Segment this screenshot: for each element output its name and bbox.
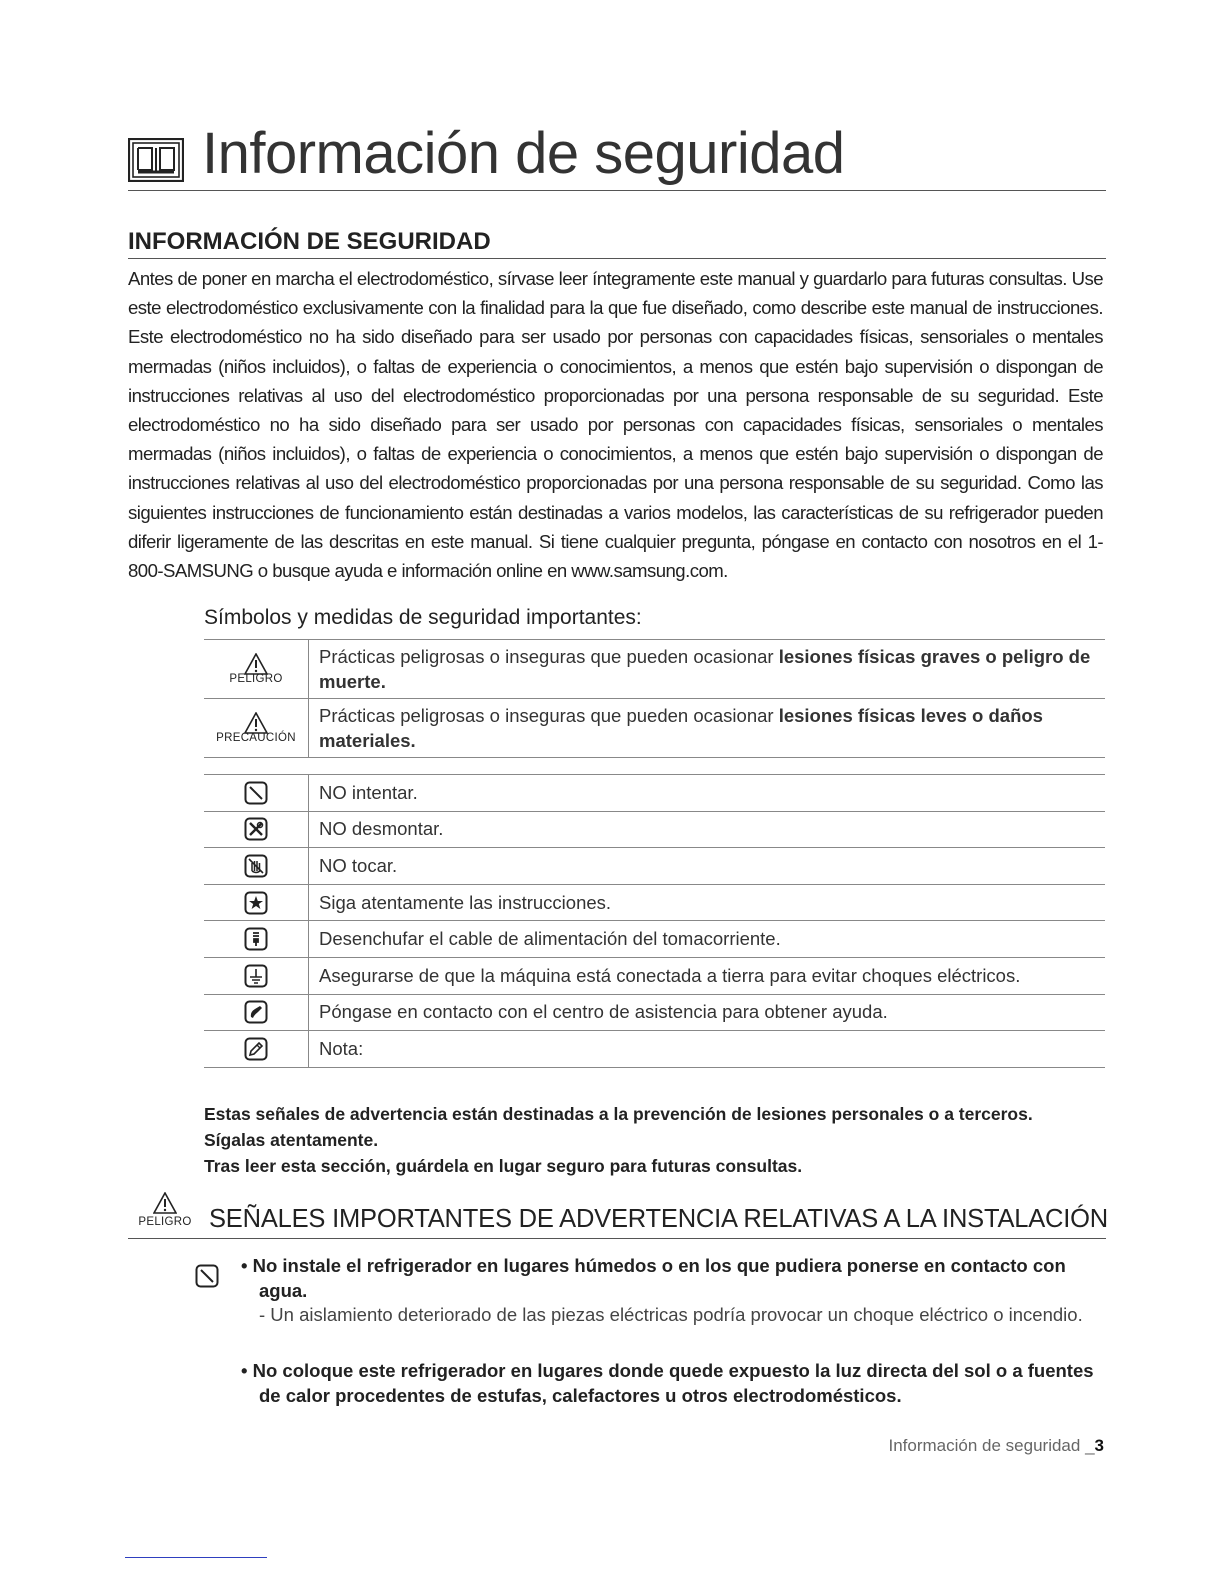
page-title: Información de seguridad	[202, 121, 845, 186]
severity-row-danger	[204, 640, 1105, 699]
prohibit-icon	[244, 781, 268, 805]
caution-description: Prácticas peligrosas o inseguras que pueden ocasionar lesiones físicas leves o daños materiales.	[309, 699, 1106, 758]
list-item: • No coloque este refrigerador en lugares donde quede expuesto la luz directa del sol o a fuentes de calor procedentes de estufas, calefactores u otros electrodomésticos.	[241, 1360, 1094, 1406]
icon-row: NO tocar.	[204, 848, 1105, 885]
page-footer: Información de seguridad _3	[888, 1436, 1104, 1455]
no-touch-icon	[244, 854, 268, 878]
page-number: 3	[1094, 1436, 1104, 1455]
icon-row: Siga atentamente las instrucciones.	[204, 884, 1105, 921]
footer-rule	[125, 1557, 267, 1558]
icon-row: Asegurarse de que la máquina está conectada a tierra para evitar choques eléctricos.	[204, 957, 1105, 994]
prohibit-icon	[195, 1264, 219, 1288]
icon-row: Póngase en contacto con el centro de asistencia para obtener ayuda.	[204, 994, 1105, 1031]
contact-service-icon	[244, 1000, 268, 1024]
warning-triangle-icon	[153, 1192, 177, 1214]
follow-instructions-icon	[244, 891, 268, 915]
installation-title: SEÑALES IMPORTANTES DE ADVERTENCIA RELATIVAS A LA INSTALACIÓN	[209, 1205, 1109, 1233]
danger-badge	[128, 1192, 202, 1228]
note-icon	[244, 1037, 268, 1061]
icon-table	[204, 774, 1105, 1068]
icon-row: Nota:	[204, 1031, 1105, 1068]
symbols-heading: Símbolos y medidas de seguridad importantes:	[204, 606, 642, 629]
intro-paragraph: Antes de poner en marcha el electrodoméstico, sírvase leer íntegramente este manual y guardarlo para futuras consultas. Use este electrodoméstico exclusivamente con la finalidad para la que fue diseñado, como describe este manual de instrucciones. Este electrodoméstico no ha sido diseñado para ser usado por personas con capacidades físicas, sensoriales o mentales mermadas (niños incluidos), o faltas de experiencia o conocimientos, a menos que estén bajo supervisión o dispongan de instrucciones relativas al uso del electrodoméstico proporcionadas por una persona responsable de su seguridad. Este electrodoméstico no ha sido diseñado para ser usado por personas con capacidades físicas, sensoriales o mentales mermadas (niños incluidos), o faltas de experiencia o conocimientos, a menos que estén bajo supervisión o dispongan de instrucciones relativas al uso del electrodoméstico proporcionadas por una persona responsable de su seguridad. Como las siguientes instrucciones de funcionamiento están destinadas a varios modelos, las características de su refrigerador pueden diferir ligeramente de las descritas en este manual. Si tiene cualquier pregunta, póngase en contacto con nosotros en el 1-800-SAMSUNG o busque ayuda e información online en www.samsung.com.	[128, 268, 1103, 582]
caution-label: PRECAUCIÓN	[216, 732, 296, 744]
warning-triangle-icon	[244, 712, 268, 734]
section-heading: INFORMACIÓN DE SEGURIDAD	[128, 228, 1106, 259]
warning-triangle-icon	[244, 653, 268, 675]
warnings-block	[204, 1101, 1104, 1179]
list-item: • No instale el refrigerador en lugares húmedos o en los que pudiera ponerse en contacto con agua. - Un aislamiento deteriorado de las piezas eléctricas podría provocar un choque eléctrico o incendio.	[241, 1255, 1083, 1325]
ground-icon	[244, 964, 268, 988]
danger-badge-label: PELIGRO	[138, 1216, 192, 1228]
installation-heading	[128, 1192, 1109, 1239]
no-disassemble-icon	[244, 817, 268, 841]
danger-description: Prácticas peligrosas o inseguras que pueden ocasionar lesiones físicas graves o peligro de muerte.	[309, 640, 1106, 699]
danger-label: PELIGRO	[229, 673, 283, 685]
icon-row: NO desmontar.	[204, 811, 1105, 848]
icon-row: Desenchufar el cable de alimentación del tomacorriente.	[204, 921, 1105, 958]
warning-line: Sígalas atentamente.	[204, 1130, 379, 1150]
warning-line: Estas señales de advertencia están destinadas a la prevención de lesiones personales o a terceros.	[204, 1104, 1033, 1124]
warning-line: Tras leer esta sección, guárdela en lugar seguro para futuras consultas.	[204, 1156, 803, 1176]
severity-table	[204, 639, 1105, 758]
book-icon	[128, 138, 184, 182]
page-header	[128, 121, 1106, 191]
icon-row: NO intentar.	[204, 775, 1105, 812]
unplug-icon	[244, 927, 268, 951]
severity-row-caution	[204, 699, 1105, 758]
